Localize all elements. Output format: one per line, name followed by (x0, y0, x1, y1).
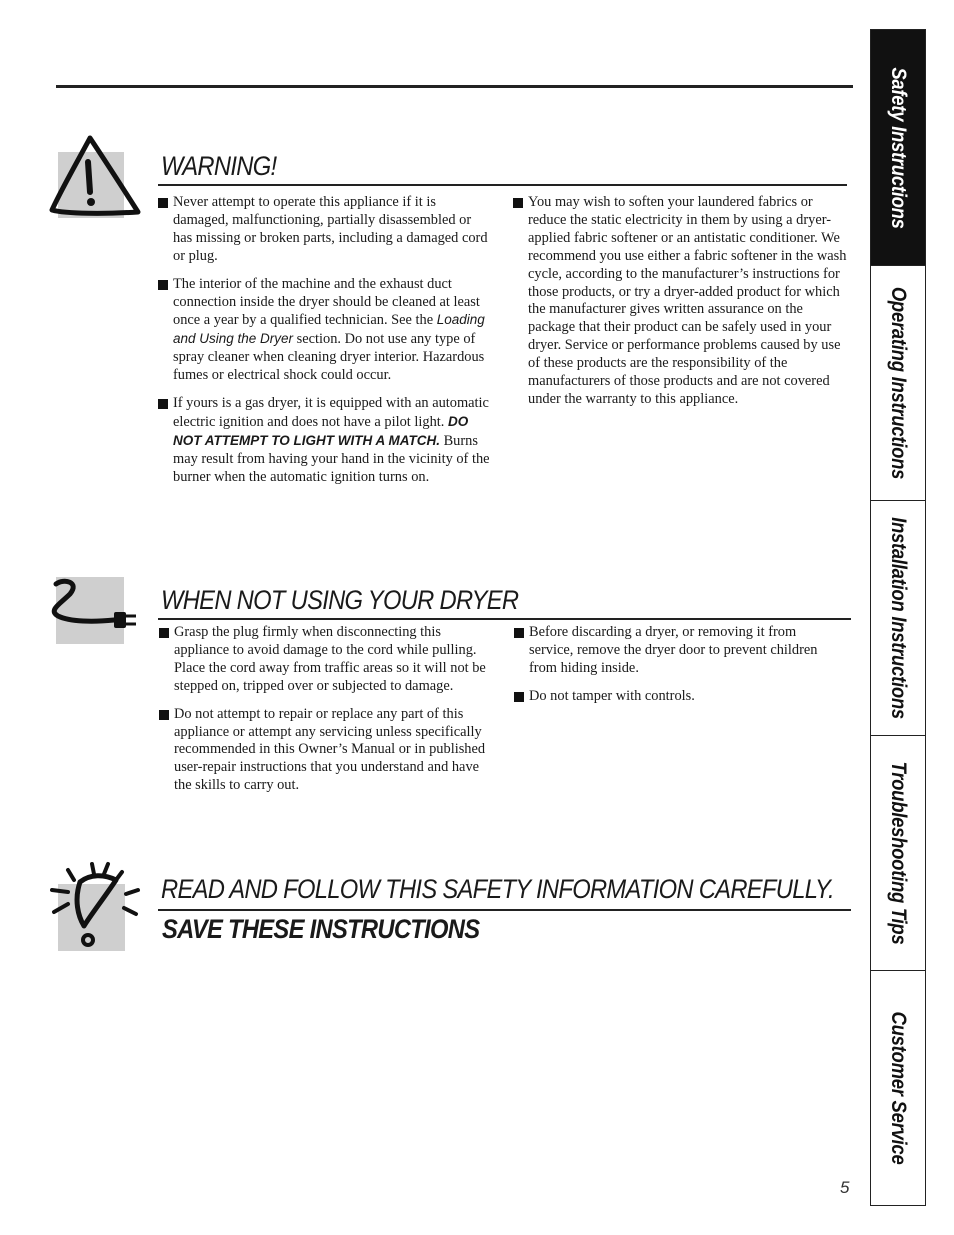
tab-label: Operating Instructions (887, 286, 910, 480)
read-follow-heading: READ AND FOLLOW THIS SAFETY INFORMATION CAREFULLY. (161, 874, 834, 904)
list-item (158, 624, 494, 696)
list-item (513, 624, 843, 678)
list-item (157, 194, 493, 266)
bullet-square-icon (514, 692, 524, 702)
list-item-text: Do not attempt to repair or replace any part of this appliance or attempt any servicing unless specifically recommended in this Owner’s Manual or in published user-repair instructions that you understand and have the skills to carry out. (174, 705, 486, 794)
bullet-square-icon (158, 280, 168, 290)
bullet-square-icon (513, 198, 523, 208)
list-item-text: Before discarding a dryer, or removing it from service, remove the dryer door to prevent children from hiding inside. (529, 624, 818, 676)
tab-customer-service[interactable] (871, 971, 925, 1205)
list-item-text: The interior of the machine and the exhaust duct connection inside the dryer should be cleaned at least once a year by a qualified technician. See the (173, 275, 480, 329)
warning-triangle-icon (46, 134, 142, 224)
list-item-text: If yours is a gas dryer, it is equipped with an automatic electric ignition and does not have a pilot light. (173, 395, 489, 430)
bullet-square-icon (514, 628, 524, 638)
not-using-right-column (513, 624, 843, 716)
warning-left-column (157, 194, 493, 497)
tab-installation-instructions[interactable] (871, 501, 925, 736)
emphasized-warning: DO NOT ATTEMPT TO LIGHT WITH A MATCH. (173, 413, 469, 448)
bullet-square-icon (158, 198, 168, 208)
tab-label: Safety Instructions (887, 66, 910, 229)
tab-troubleshooting-tips[interactable] (871, 736, 925, 971)
list-item-text: Do not tamper with controls. (529, 687, 695, 704)
list-item (157, 395, 493, 487)
footer-heading-rule (158, 909, 851, 911)
warning-right-column (512, 194, 852, 419)
tab-label: Installation Instructions (887, 517, 910, 719)
tab-operating-instructions[interactable] (871, 266, 925, 501)
list-item-text: Never attempt to operate this appliance if it is damaged, malfunctioning, partially disassembled or has missing or broken parts, including a damaged cord or plug. (173, 194, 488, 264)
tab-label: Troubleshooting Tips (887, 761, 910, 945)
bullet-square-icon (159, 710, 169, 720)
save-instructions-heading: SAVE THESE INSTRUCTIONS (162, 914, 480, 944)
list-item-text: You may wish to soften your laundered fabrics or reduce the static electricity in them by using a dryer-applied fabric softener or an antistatic conditioner. We recommend you use either a fabric softener in the wash cycle, according to the manufacturer’s instructions for those products, or try a dryer-added product for which the manufacturer gives written assurance on the package that their product can be safely used in your dryer. Service or performance problems caused by use of these products are the responsibility of the manufacturers of those products and are not covered under the warranty to this appliance. (528, 194, 847, 407)
section-tabs (870, 29, 926, 1206)
list-item (157, 276, 493, 385)
list-item-text: section. Do not use any type of spray cleaner when cleaning dryer interior. Hazardous fumes or electrical shock could occur. (173, 331, 485, 384)
list-item-text: Burns may result from having your hand in the vicinity of the burner when the automatic ignition turns on. (173, 432, 490, 485)
warning-heading: WARNING! (161, 151, 277, 181)
list-item (512, 194, 852, 409)
section-reference: Loading and Using the Dryer (173, 312, 485, 347)
tab-label: Customer Service (887, 1011, 910, 1165)
not-using-heading-rule (158, 618, 851, 620)
top-rule (56, 85, 853, 88)
not-using-left-column (158, 624, 494, 805)
bullet-square-icon (158, 399, 168, 409)
exclamation-burst-icon (44, 860, 140, 952)
page-number: 5 (840, 1178, 850, 1197)
list-item (158, 706, 494, 796)
list-item (513, 688, 843, 706)
tab-safety-instructions[interactable] (871, 30, 925, 266)
bullet-square-icon (159, 628, 169, 638)
plug-cord-icon (44, 576, 140, 636)
warning-heading-rule (158, 184, 847, 186)
not-using-heading: WHEN NOT USING YOUR DRYER (161, 585, 519, 615)
list-item-text: Grasp the plug firmly when disconnecting this appliance to avoid damage to the cord while pulling. Place the cord away from traffic areas so it will not be stepped on, tripped over or subjected to damage. (174, 624, 486, 694)
